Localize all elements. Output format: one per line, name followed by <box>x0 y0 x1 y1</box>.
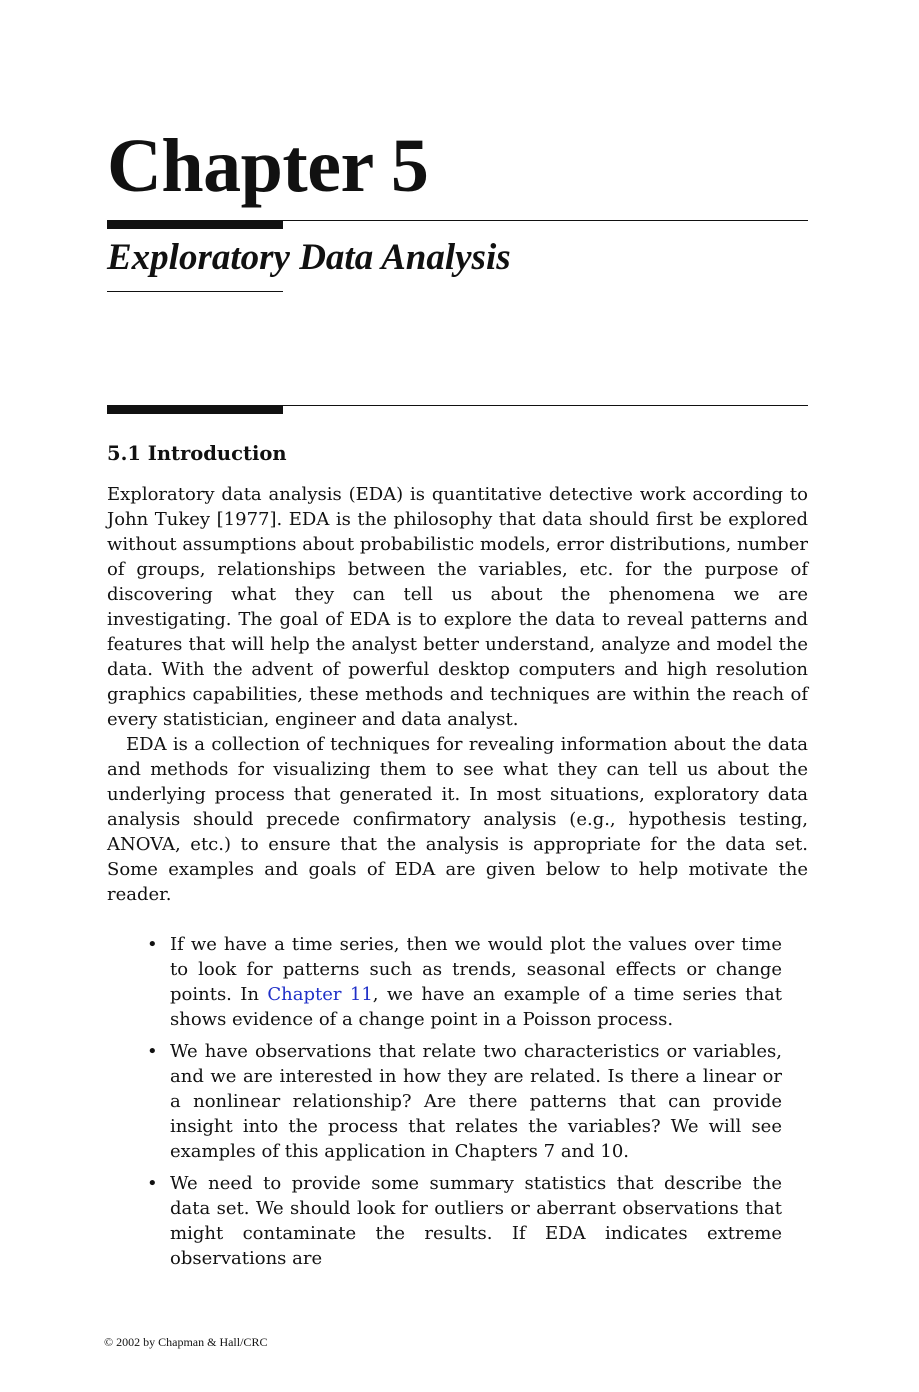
paragraph: Exploratory data analysis (EDA) is quantitative detective work according to John Tukey [1977]. EDA is the philosophy that data should first be explored without assumptions about probabilistic models, error distributions, number of groups, relationships between the variables, etc. for the purpose of discovering what they can tell us about the phenomena we are investigating. The goal of EDA is to explore the data to reveal patterns and features that will help the analyst better understand, analyze and model the data. With the advent of powerful desktop computers and high resolution graphics capabilities, these methods and techniques are within the reach of every statistician, engineer and data analyst. <box>107 484 808 730</box>
bullet-list <box>107 932 782 1271</box>
chapter-subtitle: Exploratory Data Analysis <box>107 237 511 278</box>
chapter-title-thin-rule <box>283 220 808 221</box>
bullet-icon: • <box>147 934 158 955</box>
list-item <box>147 932 782 1032</box>
subtitle-underline-rule <box>107 291 283 292</box>
paragraph: EDA is a collection of techniques for revealing information about the data and methods for visualizing them to see what they can tell us about the underlying process that generated it. In most situations, exploratory data analysis should precede confirmatory analysis (e.g., hypothesis testing, ANOVA, etc.) to ensure that the analysis is appropriate for the data set. Some examples and goals of EDA are given below to help motivate the reader. <box>107 734 808 905</box>
section-body <box>107 482 808 1278</box>
section-divider-thin-rule <box>283 405 808 406</box>
copyright-footer: © 2002 by Chapman & Hall/CRC <box>104 1335 268 1349</box>
list-item <box>147 1039 782 1164</box>
list-item-text: If we have a time series, then we would plot the values over time to look for patterns such as trends, seasonal effects or change points. In <box>170 934 782 1005</box>
chapter-title: Chapter 5 <box>107 124 429 208</box>
list-item-text: We have observations that relate two characteristics or variables, and we are interested in how they are related. Is there a linear or a nonlinear relationship? Are there patterns that can provide insight into the process that relates the variables? We will see examples of this application in Chapters 7 and 10. <box>170 1041 782 1162</box>
bullet-icon: • <box>147 1173 158 1194</box>
section-divider-thick-rule <box>107 405 283 414</box>
list-item <box>147 1171 782 1271</box>
section-heading: 5.1 Introduction <box>107 442 287 465</box>
bullet-icon: • <box>147 1041 158 1062</box>
list-item-text: We need to provide some summary statistics that describe the data set. We should look for outliers or aberrant observations that might contaminate the results. If EDA indicates extreme observations are <box>170 1173 782 1269</box>
chapter-11-link[interactable]: Chapter 11 <box>267 984 373 1005</box>
chapter-title-thick-rule <box>107 220 283 229</box>
list-item-text: , we have an example of a time series that shows evidence of a change point in a Poisson process. <box>170 984 782 1030</box>
